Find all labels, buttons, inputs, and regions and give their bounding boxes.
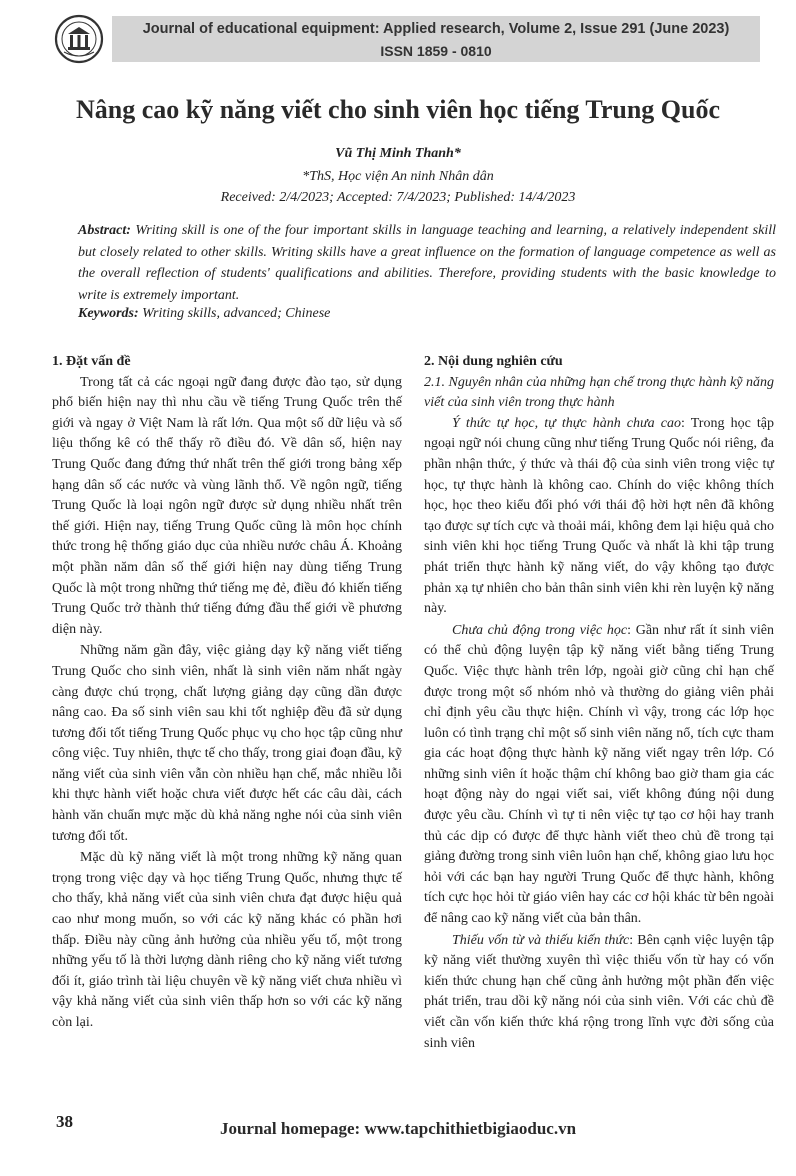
body-paragraph: Trong tất cả các ngoại ngữ đang được đào tạo, sử dụng phổ biến hiện nay thì nhu cầu về tiếng Trung Quốc trên thế giới và ngay ở Việt Nam là rất lớn. Qua một số dữ liệu và số liệu thống kê có thể thấy rõ điều đó. Về dân số, hiện nay Trung Quốc đang đứng thứ nhất trên thế giới trong bảng xếp hạng dân số các nước và vùng lãnh thổ. Về ngôn ngữ, tiếng Trung Quốc là loại ngôn ngữ được sử dụng nhiều nhất trên thế giới. Hiện nay, tiếng Trung Quốc cũng là môn học chính thức trong hệ thống giáo dục của nhiều nước châu Á. Khoảng một phần năm dân số thế giới hiện nay dùng tiếng Trung Quốc là một trong những thứ tiếng mẹ đẻ, điều đó khiến tiếng Trung Quốc trở thành thứ tiếng đứng đầu thế giới về phương diện này. [52,374,402,637]
body-paragraph: Những năm gần đây, việc giảng dạy kỹ năng viết tiếng Trung Quốc cho sinh viên, nhất là sinh viên năm nhất ngày càng được chú trọng, chất lượng giảng dạy cũng dần được nâng cao. Đa số sinh viên sau khi tốt nghiệp đều đã sử dụng tương đối tốt tiếng Trung Quốc phục vụ cho học tập cũng như công việc. Tuy nhiên, thực tế cho thấy, trong giai đoạn đầu, kỹ năng viết của sinh viên vẫn còn nhiều hạn chế, mắc nhiều lỗi khi thực hành viết hoặc chưa viết được hết các câu dài, cách hành văn chuẩn mực mặc dù khả năng nghe nói của sinh viên tương đối tốt. [52,643,402,844]
keywords-label: Keywords: [78,306,139,321]
keywords [78,306,776,322]
paragraph-text: : Bên cạnh việc luyện tập kỹ năng viết thường xuyên thì việc thiếu vốn từ hay có vốn kiến thức chung hạn chế cũng ảnh hưởng một phần đến việc phát triển, trau dồi kỹ năng nói của sinh viên. Với các chủ đề viết cần vốn kiến thức khá rộng trong lĩnh vực đời sống của sinh viên [424,932,774,1051]
left-column [52,352,402,1034]
paragraph-text: : Trong học tập ngoại ngữ nói chung cũng như tiếng Trung Quốc nói riêng, đa phần nhận thức, ý thức và thái độ của sinh viên trong việc tự học, tự thực hành là không cao. Chính do việc không thích học, học theo kiểu đối phó với thái độ hời hợt nên đã không tạo được sự tích cực và thoải mái, không đem lại hiệu quả cho sinh viên khi học tiếng Trung Quốc và nhất là khi tập trung phát triển thực hành kỹ năng viết, do vậy không tạo được phản xạ tự nhiên cho bản thân sinh viên khi rèn luyện kỹ năng này. [424,415,774,617]
journal-logo-icon [54,14,104,64]
issn: ISSN 1859 - 0810 [380,43,492,59]
author-affiliation: *ThS, Học viện An ninh Nhân dân [302,169,494,184]
section-heading: 2. Nội dung nghiên cứu [424,354,563,369]
abstract-label: Abstract: [78,223,131,238]
journal-citation: Journal of educational equipment: Applied research, Volume 2, Issue 291 (June 2023) [142,21,730,37]
abstract [78,220,776,306]
section-heading: 1. Đặt vấn đề [52,354,131,369]
article-title: Nâng cao kỹ năng viết cho sinh viên học tiếng Trung Quốc [75,95,721,124]
body-paragraph [424,621,774,930]
body-paragraph: Mặc dù kỹ năng viết là một trong những kỹ năng quan trọng trong việc dạy và học tiếng Trung Quốc, nhưng thực tế cho thấy, khả năng viết của sinh viên chưa đạt được hiệu quả cao như mong muốn, so với các kỹ năng khác có phần hơi thấp. Điều này cũng ảnh hưởng của nhiều yếu tố, một trong những yếu tố là thời lượng dành riêng cho kỹ năng viết tương đối ít, giáo trình tài liệu chuyên về kỹ năng viết chưa nhiều vì vậy khả năng viết của sinh viên thấp hơn so với các kỹ năng còn lại. [52,850,402,1030]
article-dates: Received: 2/4/2023; Accepted: 7/4/2023; Published: 14/4/2023 [220,190,576,205]
paragraph-text: : Gần như rất ít sinh viên có thể chủ động luyện tập kỹ năng viết bằng tiếng Trung Quốc. Việc thực hành trên lớp, ngoài giờ cũng chỉ hạn chế được trong một số nhóm nhỏ và thường do giảng viên phải chỉ định yêu cầu thực hiện. Chính vì vậy, trong các lớp học luôn có tình trạng chỉ một số sinh viên năng nổ, tích cực tham gia các hoạt động thực hành kỹ năng viết ngay trên lớp. Có những sinh viên ít hoặc thậm chí không bao giờ tham gia các hoạt động này do ngại viết sai, viết không đúng nội dung được yêu cầu. Chính vì tự ti nên việc tự tạo cơ hội hay tranh thủ các dịp có được để thực hành viết theo chủ đề trong tại giảng đường trong sinh viên luôn hạn chế, không giao lưu học hỏi với các bạn hay người Trung Quốc để thực hành, không tích cực học hỏi từ giáo viên hay các cơ hội khác từ bên ngoài để nâng cao kỹ năng viết của bản thân. [424,622,774,927]
right-column [424,352,774,1054]
body-paragraph [424,414,774,620]
journal-header-band [112,16,760,62]
body-paragraph [424,931,774,1055]
paragraph-lead: Ý thức tự học, tự thực hành chưa cao [452,415,681,431]
page-number: 38 [56,1112,73,1131]
journal-homepage: Journal homepage: www.tapchithietbigiaoduc.vn [219,1119,577,1138]
paragraph-lead: Thiếu vốn từ và thiếu kiến thức [452,932,630,948]
author-name: Vũ Thị Minh Thanh* [335,146,461,161]
paragraph-lead: Chưa chủ động trong việc học [452,622,628,638]
subsection-heading: 2.1. Nguyên nhân của những hạn chế trong thực hành kỹ năng viết của sinh viên trong thực hành [424,374,774,411]
abstract-text: Writing skill is one of the four important skills in language teaching and learning, a relatively independent skill but closely related to other skills. Writing skills have a great influence on the formation of language competence as well as the overall reflection of students' qualifications and abilities. Therefore, providing students with the basic knowledge to write is extremely important. [78,223,776,303]
keywords-text: Writing skills, advanced; Chinese [138,306,331,321]
